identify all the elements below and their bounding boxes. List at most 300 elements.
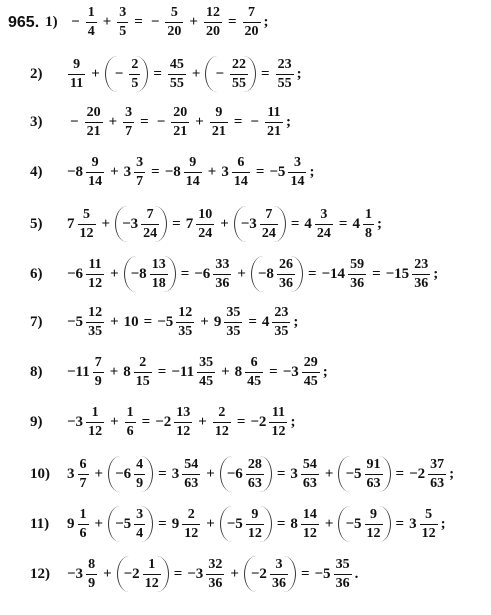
term-text: ;: [440, 515, 446, 532]
equation-expression: [66, 306, 299, 339]
fraction-numerator: 3: [275, 556, 283, 572]
fraction: [270, 558, 288, 591]
fraction-denominator: 6: [79, 525, 87, 541]
fraction-numerator: 28: [247, 456, 262, 472]
fraction: [86, 258, 104, 291]
parenthesized-term: [220, 506, 272, 542]
item-label: 8): [30, 364, 43, 380]
fraction-denominator: 21: [266, 124, 281, 139]
fraction: [420, 508, 438, 541]
fraction-denominator: 5: [131, 75, 139, 91]
operator: +: [230, 565, 239, 582]
fraction-numerator: 91: [366, 456, 381, 472]
fraction: [365, 508, 383, 541]
fraction: [86, 406, 104, 439]
operator: +: [324, 515, 334, 532]
operator: =: [276, 515, 286, 532]
item-label: 5): [30, 215, 43, 232]
fraction: [78, 208, 96, 241]
equation-expression: [66, 256, 439, 292]
operator: +: [189, 14, 198, 30]
fraction-denominator: 35: [178, 324, 193, 339]
term-text: 8: [123, 364, 131, 380]
fraction-numerator: 13: [151, 256, 166, 272]
term-text: −15: [385, 265, 410, 282]
parenthesized-term: [117, 556, 169, 592]
operator: +: [221, 364, 230, 380]
term-text: −6: [115, 465, 132, 482]
term-text: −3: [240, 215, 257, 232]
fraction-numerator: 11: [88, 256, 102, 272]
operator: =: [290, 215, 300, 232]
fraction-numerator: 23: [414, 256, 429, 272]
fraction: [78, 458, 89, 491]
fraction-numerator: 9: [73, 56, 81, 72]
fraction-numerator: 3: [136, 506, 144, 522]
operator: =: [269, 364, 278, 380]
term-text: 3: [171, 465, 180, 482]
item-label: 7): [30, 314, 43, 330]
operator: =: [134, 14, 143, 30]
operator: =: [151, 164, 160, 180]
fraction-numerator: 12: [178, 305, 193, 320]
fraction-numerator: 2: [187, 506, 195, 522]
operator: +: [206, 515, 215, 532]
operator: +: [102, 14, 112, 30]
fraction-numerator: 35: [335, 556, 350, 572]
operator: −: [250, 114, 259, 130]
fraction: [230, 58, 248, 91]
item-label: 11): [30, 515, 50, 532]
equation-row: [8, 456, 487, 492]
term-text: ;: [449, 465, 455, 482]
fraction-numerator: 1: [91, 405, 99, 420]
term-text: .: [354, 565, 359, 582]
term-text: 7: [185, 215, 194, 232]
equation-row: [8, 306, 487, 339]
fraction-denominator: 8: [364, 225, 372, 241]
fraction-denominator: 14: [185, 174, 200, 189]
fraction: [348, 258, 366, 291]
fraction-numerator: 4: [136, 456, 144, 472]
operator: =: [233, 114, 243, 130]
item-label: 2): [30, 65, 43, 82]
fraction-denominator: 7: [79, 475, 87, 491]
fraction-numerator: 2: [139, 355, 147, 370]
term-text: −8: [130, 265, 147, 282]
fraction-denominator: 5: [119, 24, 127, 39]
fraction-numerator: 33: [215, 256, 230, 272]
fraction-denominator: 36: [271, 575, 286, 591]
fraction: [165, 6, 183, 39]
term-text: 10: [123, 314, 139, 330]
term-text: 3: [221, 164, 229, 180]
item-label: 10): [30, 465, 50, 482]
term-text: −6: [67, 265, 84, 282]
operator: =: [395, 515, 405, 532]
term-text: −11: [171, 364, 195, 380]
fraction: [315, 208, 333, 241]
term-text: 3: [409, 515, 417, 532]
fraction-numerator: 12: [205, 5, 220, 20]
term-text: ;: [322, 364, 328, 380]
fraction: [232, 156, 250, 189]
operator: −: [71, 14, 80, 30]
parenthesized-term: [251, 256, 303, 292]
term-text: −5: [345, 515, 362, 532]
fraction-denominator: 12: [184, 525, 199, 541]
fraction-denominator: 7: [136, 174, 144, 189]
operator: +: [110, 414, 119, 430]
fraction-denominator: 4: [87, 24, 95, 39]
fraction-numerator: 23: [274, 305, 289, 320]
fraction: [150, 258, 168, 291]
operator: =: [153, 65, 162, 82]
fraction: [68, 58, 85, 91]
fraction-numerator: 3: [125, 105, 133, 120]
equation-expression: [66, 506, 447, 542]
fraction-denominator: 36: [208, 575, 223, 591]
parenthesized-term: [124, 256, 176, 292]
fraction: [363, 208, 374, 241]
fraction-numerator: 10: [198, 206, 213, 222]
fraction-numerator: 2: [218, 405, 226, 420]
term-text: ;: [263, 14, 269, 30]
fraction-numerator: 23: [277, 56, 292, 72]
fraction: [129, 58, 140, 91]
fraction-denominator: 20: [205, 24, 220, 39]
fraction: [93, 356, 104, 389]
equation-row: [8, 56, 487, 92]
fraction: [412, 258, 430, 291]
fraction-numerator: 9: [189, 155, 197, 170]
fraction-numerator: 59: [350, 256, 365, 272]
fraction-numerator: 8: [88, 556, 96, 572]
fraction-denominator: 9: [94, 374, 102, 389]
fraction: [210, 106, 228, 139]
fraction: [245, 356, 263, 389]
fraction-denominator: 24: [261, 225, 276, 241]
operator: +: [207, 164, 217, 180]
fraction-numerator: 5: [170, 5, 178, 20]
fraction-numerator: 3: [136, 155, 144, 170]
operator: =: [255, 164, 265, 180]
operator: =: [276, 465, 286, 482]
fraction-numerator: 29: [303, 355, 318, 370]
operator: =: [180, 265, 190, 282]
fraction: [224, 306, 242, 339]
term-text: −8: [257, 265, 274, 282]
fraction: [134, 458, 145, 491]
fraction-numerator: 35: [199, 355, 214, 370]
equation-row: [8, 506, 487, 542]
fraction-numerator: 9: [91, 155, 99, 170]
fraction: [288, 156, 306, 189]
term-text: −2: [155, 414, 172, 430]
equation-expression: [66, 206, 383, 242]
fraction-numerator: 5: [425, 506, 433, 522]
fraction-denominator: 63: [247, 475, 262, 491]
term-text: −8: [67, 164, 84, 180]
operator: =: [261, 65, 270, 82]
term-text: −3: [122, 215, 139, 232]
equation-expression: [66, 456, 455, 492]
equation-expression: [66, 56, 303, 92]
operator: −: [70, 114, 79, 130]
fraction-denominator: 12: [176, 424, 191, 439]
fraction: [197, 356, 215, 389]
fraction-numerator: 26: [278, 256, 293, 272]
fraction-denominator: 55: [277, 75, 292, 91]
operator: =: [141, 414, 151, 430]
term-text: 9: [213, 314, 222, 330]
equation-expression: [66, 156, 315, 189]
fraction-numerator: 1: [364, 206, 372, 222]
term-text: ;: [290, 414, 296, 430]
problem-number: 965.: [8, 13, 40, 31]
term-text: −5: [226, 515, 243, 532]
fraction-denominator: 12: [302, 525, 317, 541]
fraction-denominator: 12: [214, 424, 229, 439]
operator: +: [94, 465, 104, 482]
item-label: 12): [30, 565, 50, 582]
fraction-denominator: 12: [88, 424, 103, 439]
fraction-denominator: 9: [136, 475, 144, 491]
fraction-denominator: 14: [233, 174, 248, 189]
term-text: −5: [67, 314, 84, 330]
operator: +: [101, 215, 111, 232]
fraction: [276, 58, 294, 91]
fraction: [86, 558, 97, 591]
operator: −: [114, 65, 124, 82]
operator: =: [157, 364, 167, 380]
fraction: [141, 208, 159, 241]
fraction-numerator: 9: [251, 506, 259, 522]
fraction: [85, 106, 103, 139]
fraction: [301, 458, 319, 491]
fraction-denominator: 24: [143, 225, 158, 241]
operator: =: [307, 265, 317, 282]
fraction: [196, 208, 214, 241]
fraction-denominator: 21: [86, 124, 101, 139]
fraction-denominator: 45: [303, 374, 318, 389]
term-text: −5: [345, 465, 362, 482]
fraction: [277, 258, 295, 291]
operator: =: [227, 14, 237, 30]
fraction: [182, 458, 200, 491]
term-text: ;: [296, 65, 302, 82]
fraction-denominator: 36: [414, 275, 429, 291]
parenthesized-term: [115, 206, 167, 242]
parenthesized-term: [108, 506, 153, 542]
operator: +: [324, 465, 334, 482]
parenthesized-term: [338, 506, 390, 542]
equation-row: [8, 6, 487, 39]
operator: +: [200, 314, 209, 330]
fraction-denominator: 12: [79, 225, 94, 241]
fraction: [86, 6, 97, 39]
operator: −: [156, 114, 166, 130]
operator: +: [110, 314, 119, 330]
fraction-denominator: 45: [199, 374, 214, 389]
operator: +: [191, 65, 201, 82]
equation-row: [8, 406, 487, 439]
fraction: [134, 156, 145, 189]
fraction-denominator: 20: [244, 24, 259, 39]
fraction-numerator: 35: [226, 305, 241, 320]
fraction: [134, 508, 145, 541]
fraction-denominator: 63: [184, 475, 199, 491]
operator: +: [110, 265, 119, 282]
term-text: −2: [409, 465, 426, 482]
fraction-numerator: 20: [173, 105, 188, 120]
term-text: −5: [314, 565, 331, 582]
fraction-numerator: 5: [83, 206, 90, 222]
fraction-numerator: 1: [79, 506, 87, 522]
fraction-denominator: 36: [335, 575, 350, 591]
fraction-denominator: 21: [211, 124, 226, 139]
equation-row: [8, 556, 487, 592]
fraction: [143, 558, 161, 591]
term-text: −5: [115, 515, 132, 532]
operator: =: [300, 565, 310, 582]
term-text: ;: [376, 215, 382, 232]
fraction-numerator: 7: [94, 355, 102, 370]
equation-expression: [66, 556, 359, 592]
term-text: −3: [67, 414, 84, 430]
fraction: [365, 458, 383, 491]
term-text: 4: [352, 215, 360, 232]
fraction-denominator: 12: [366, 525, 381, 541]
operator: +: [206, 465, 215, 482]
fraction-denominator: 63: [430, 475, 445, 491]
operator: +: [108, 114, 118, 130]
fraction-denominator: 36: [350, 275, 365, 291]
fraction: [265, 106, 283, 139]
operator: =: [158, 465, 167, 482]
fraction-denominator: 11: [70, 75, 84, 91]
operator: =: [172, 215, 181, 232]
fraction: [272, 306, 290, 339]
fraction-numerator: 3: [119, 5, 127, 20]
term-text: ;: [285, 114, 291, 130]
parenthesized-term: [338, 456, 390, 492]
operator: =: [143, 314, 153, 330]
equation-expression: [66, 406, 296, 439]
term-text: −14: [321, 265, 346, 282]
term-text: 8: [290, 515, 298, 532]
fraction-denominator: 24: [316, 225, 331, 241]
fraction: [269, 406, 287, 439]
fraction-numerator: 6: [79, 456, 87, 472]
fraction-numerator: 3: [293, 155, 301, 170]
fraction-denominator: 12: [271, 424, 286, 439]
fraction-denominator: 7: [125, 124, 133, 139]
term-text: 3: [67, 465, 75, 482]
parenthesized-term: [244, 556, 296, 592]
fraction-denominator: 63: [302, 475, 317, 491]
term-text: 3: [123, 164, 132, 180]
fraction: [78, 508, 89, 541]
term-text: −6: [226, 465, 243, 482]
fraction-numerator: 7: [248, 5, 256, 20]
fraction: [301, 508, 319, 541]
fraction-denominator: 36: [215, 275, 230, 291]
term-text: −6: [194, 265, 211, 282]
fraction-denominator: 12: [88, 275, 103, 291]
fraction-denominator: 36: [278, 275, 293, 291]
operator: =: [338, 215, 348, 232]
fraction-numerator: 6: [237, 155, 245, 170]
fraction-denominator: 18: [151, 275, 166, 291]
fraction-denominator: 35: [88, 324, 103, 339]
fraction-numerator: 37: [430, 456, 445, 472]
fraction-numerator: 7: [265, 206, 273, 222]
fraction-numerator: 45: [169, 56, 184, 72]
fraction-numerator: 6: [250, 355, 258, 370]
fraction-numerator: 1: [126, 405, 134, 420]
fraction: [246, 458, 264, 491]
operator: =: [173, 565, 183, 582]
parenthesized-term: [205, 56, 256, 92]
fraction-numerator: 20: [86, 105, 101, 120]
term-text: 4: [261, 314, 270, 330]
parenthesized-term: [220, 456, 272, 492]
item-label: 4): [30, 164, 43, 180]
item-label: 9): [30, 414, 43, 430]
term-text: 3: [290, 465, 298, 482]
fraction-denominator: 12: [247, 525, 262, 541]
equation-row: [8, 106, 487, 139]
fraction: [171, 106, 189, 139]
fraction: [176, 306, 194, 339]
term-text: −5: [157, 314, 174, 330]
fraction-denominator: 15: [135, 374, 150, 389]
operator: +: [195, 114, 204, 130]
fraction-denominator: 35: [274, 324, 289, 339]
fraction-numerator: 12: [88, 305, 103, 320]
operator: =: [372, 265, 381, 282]
fraction-denominator: 12: [144, 575, 159, 591]
term-text: −3: [282, 364, 299, 380]
fraction: [260, 208, 278, 241]
fraction-denominator: 6: [126, 424, 134, 439]
fraction: [174, 406, 192, 439]
term-text: 9: [171, 515, 180, 532]
fraction: [117, 6, 128, 39]
term-text: −5: [269, 164, 286, 180]
equation-row: [8, 356, 487, 389]
operator: +: [91, 65, 100, 82]
operator: −: [150, 14, 160, 30]
fraction: [168, 58, 186, 91]
equation-row: [8, 256, 487, 292]
operator: +: [220, 215, 229, 232]
term-text: 4: [304, 215, 312, 232]
term-text: −8: [164, 164, 181, 180]
operator: =: [140, 114, 149, 130]
equation-row: [8, 156, 487, 189]
term-text: −11: [67, 364, 90, 380]
fraction: [243, 6, 261, 39]
fraction: [213, 406, 231, 439]
fraction-numerator: 2: [131, 56, 139, 72]
fraction-numerator: 32: [208, 556, 223, 572]
term-text: −2: [250, 414, 267, 430]
equation-expression: [66, 106, 292, 139]
term-text: 8: [234, 364, 243, 380]
item-label: 1): [45, 14, 58, 30]
